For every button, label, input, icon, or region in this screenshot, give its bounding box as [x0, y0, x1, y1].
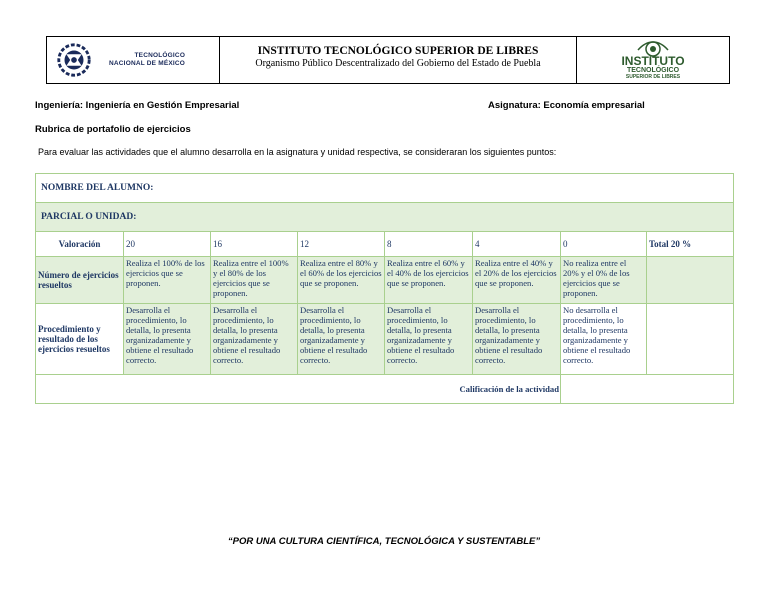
criteria-cell: Realiza entre el 40% y el 20% de los ejercicios que se proponen. [473, 257, 561, 304]
institution-subtitle: Organismo Público Descentralizado del Gobierno del Estado de Puebla [255, 58, 541, 69]
criteria-cell: Desarrolla el procedimiento, lo detalla, lo presenta organizadamente y obtiene el resultado correcto. [298, 304, 385, 375]
unit-row [36, 203, 734, 232]
total-label: Total 20 % [647, 232, 734, 257]
tecnm-line2: NACIONAL DE MÉXICO [109, 60, 186, 67]
valoracion-label: Valoración [36, 232, 124, 257]
tecnm-logo-cell [47, 37, 220, 83]
student-name-field[interactable]: NOMBRE DEL ALUMNO: [36, 174, 734, 203]
grade-field[interactable] [561, 375, 734, 404]
score-cell: 4 [473, 232, 561, 257]
criteria-cell: Desarrolla el procedimiento, lo detalla, lo presenta organizadamente y obtiene el resultado correcto. [385, 304, 473, 375]
subject-label: Asignatura: Economía empresarial [488, 100, 645, 111]
rubric-title: Rubrica de portafolio de ejercicios [35, 124, 191, 135]
itsl-line2: TECNOLÓGICO [626, 67, 680, 74]
criteria-cell: Desarrolla el procedimiento, lo detalla, lo presenta organizadamente y obtiene el resultado correcto. [124, 304, 211, 375]
criteria-cell: Realiza entre el 60% y el 40% de los ejercicios que se proponen. [385, 257, 473, 304]
criteria-row [36, 257, 734, 304]
itsl-line1: INSTITUTO [621, 54, 685, 68]
document-header [46, 36, 730, 84]
criteria-total-cell[interactable] [647, 257, 734, 304]
valoracion-row [36, 232, 734, 257]
footer-motto: “POR UNA CULTURA CIENTÍFICA, TECNOLÓGICA Y SUSTENTABLE” [227, 536, 541, 547]
grade-label: Calificación de la actividad [36, 375, 561, 404]
criteria-label: Procedimiento y resultado de los ejercicios resueltos [36, 304, 124, 375]
itsl-logo-icon [598, 40, 708, 80]
criteria-cell: Desarrolla el procedimiento, lo detalla, lo presenta organizadamente y obtiene el resultado correcto. [473, 304, 561, 375]
itsl-line3: SUPERIOR DE LIBRES [625, 74, 681, 80]
score-cell: 20 [124, 232, 211, 257]
score-cell: 12 [298, 232, 385, 257]
rubric-table [35, 173, 734, 404]
criteria-label: Número de ejercicios resueltos [36, 257, 124, 304]
criteria-cell: Realiza el 100% de los ejercicios que se proponen. [124, 257, 211, 304]
unit-field[interactable]: PARCIAL O UNIDAD: [36, 203, 734, 232]
tecnm-emblem-icon [55, 41, 93, 79]
criteria-cell: Desarrolla el procedimiento, lo detalla, lo presenta organizadamente y obtiene el resultado correcto. [211, 304, 298, 375]
criteria-cell: No desarrolla el procedimiento, lo detalla, lo presenta organizadamente y obtiene el resultado correcto. [561, 304, 647, 375]
criteria-cell: Realiza entre el 100% y el 80% de los ejercicios que se proponen. [211, 257, 298, 304]
institution-cell [220, 37, 577, 83]
tecnm-wordmark [109, 52, 185, 68]
tecnm-line1: TECNOLÓGICO [134, 52, 186, 59]
criteria-total-cell[interactable] [647, 304, 734, 375]
score-cell: 0 [561, 232, 647, 257]
student-name-row [36, 174, 734, 203]
criteria-cell: No realiza entre el 20% y el 0% de los ejercicios que se proponen. [561, 257, 647, 304]
score-cell: 8 [385, 232, 473, 257]
criteria-row [36, 304, 734, 375]
institution-title: INSTITUTO TECNOLÓGICO SUPERIOR DE LIBRES [257, 45, 539, 57]
grade-row [36, 375, 734, 404]
intro-text: Para evaluar las actividades que el alumno desarrolla en la asignatura y unidad respectiva, se consideraran los siguientes puntos: [38, 147, 557, 157]
career-label: Ingeniería: Ingeniería en Gestión Empresarial [35, 100, 240, 111]
score-cell: 16 [211, 232, 298, 257]
criteria-cell: Realiza entre el 80% y el 60% de los ejercicios que se proponen. [298, 257, 385, 304]
itsl-logo-cell [577, 37, 729, 83]
